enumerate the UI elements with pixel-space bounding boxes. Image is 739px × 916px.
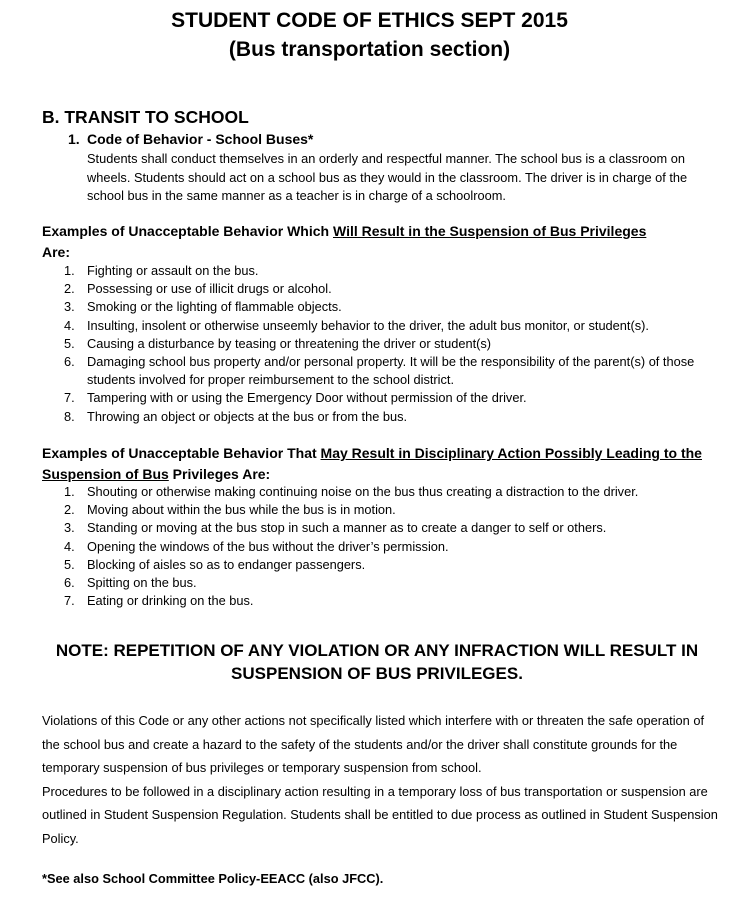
list-item-text: Causing a disturbance by teasing or threatening the driver or student(s) [87, 335, 492, 351]
list-item-number: 7. [64, 593, 75, 609]
code-of-behavior-body: Students shall conduct themselves in an orderly and respectful manner. The school bus is a classroom on wheels. Students should act on a school bus as they would in the classroom. The driver is in charge of the school bus in the same manner as a teacher is in charge of a schoolroom. [87, 151, 688, 203]
list-item-number: 3. [64, 299, 75, 315]
list-item-text: Spitting on the bus. [87, 575, 197, 591]
list-item [58, 574, 718, 592]
section-heading: B. TRANSIT TO SCHOOL [42, 107, 249, 127]
list-item [58, 353, 718, 389]
list-item [58, 592, 718, 610]
list-item-number: 6. [64, 354, 75, 370]
list-item-text: Opening the windows of the bus without the driver’s permission. [87, 538, 449, 554]
list-item-text: Insulting, insolent or otherwise unseemly behavior to the driver, the adult bus monitor, or student(s). [87, 317, 649, 333]
list-item [58, 538, 718, 556]
suspension-heading-underlined: Will Result in the Suspension of Bus Privileges [332, 223, 647, 239]
list-item-number: 1. [64, 263, 75, 278]
list-item-number: 6. [64, 575, 75, 591]
list-item [58, 519, 718, 537]
code-number: 1. [68, 131, 80, 147]
disciplinary-heading [42, 443, 714, 485]
list-item-number: 2. [64, 281, 75, 297]
paragraph-2: Procedures to be followed in a disciplinary action resulting in a temporary loss of bus transportation or suspension are outlined in Student Suspension Regulation. Students shall be entitled to due process as outlined in Student Suspension Policy. [42, 783, 718, 846]
list-item-number: 4. [64, 317, 75, 333]
disciplinary-list [58, 483, 718, 610]
suspension-heading [42, 221, 714, 263]
list-item-text: Smoking or the lighting of flammable objects. [87, 299, 342, 315]
list-item-text: Possessing or use of illicit drugs or alcohol. [87, 281, 332, 297]
list-item-number: 3. [64, 520, 75, 536]
disciplinary-heading-underlined: May Result in Disciplinary Action Possibly Leading to the Suspension of Bus [42, 445, 702, 482]
list-item-number: 5. [64, 335, 75, 351]
title-line-1: STUDENT CODE OF ETHICS SEPT 2015 [171, 9, 568, 32]
paragraph-1: Violations of this Code or any other actions not specifically listed which interfere with or threaten the safe operation of the school bus and create a hazard to the safety of the students and/or the driver shall constitute grounds for the temporary suspension of bus privileges or temporary suspension from school. [42, 713, 705, 776]
footer-note: *See also School Committee Policy-EEACC (also JFCC). [42, 871, 384, 886]
list-item-number: 1. [64, 484, 75, 499]
list-item [58, 317, 718, 335]
list-item-text: Fighting or assault on the bus. [87, 263, 259, 278]
list-item-text: Damaging school bus property and/or personal property. It will be the responsibility of the parent(s) of those students involved for proper reimbursement to the school district. [87, 354, 695, 388]
list-item-text: Standing or moving at the bus stop in such a manner as to create a danger to self or others. [87, 520, 607, 536]
list-item [58, 262, 718, 280]
list-item [58, 298, 718, 316]
title-line-2: (Bus transportation section) [228, 38, 511, 61]
list-item [58, 408, 718, 426]
list-item [58, 501, 718, 519]
code-of-behavior-heading [68, 131, 313, 147]
note-line-2: SUSPENSION OF BUS PRIVILEGES. [231, 664, 523, 683]
suspension-heading-suffix: Are: [42, 244, 71, 260]
list-item-number: 7. [64, 390, 75, 406]
suspension-list [58, 262, 718, 426]
list-item [58, 335, 718, 353]
suspension-heading-prefix: Examples of Unacceptable Behavior Which [42, 223, 333, 239]
list-item-text: Blocking of aisles so as to endanger passengers. [87, 556, 366, 572]
list-item-text: Moving about within the bus while the bus is in motion. [87, 502, 396, 518]
list-item-text: Tampering with or using the Emergency Door without permission of the driver. [87, 390, 527, 406]
list-item-number: 2. [64, 502, 75, 518]
list-item-text: Eating or drinking on the bus. [87, 593, 254, 609]
list-item-number: 5. [64, 556, 75, 572]
list-item [58, 280, 718, 298]
code-title: Code of Behavior - School Buses* [87, 131, 314, 147]
list-item-number: 4. [64, 538, 75, 554]
disciplinary-heading-suffix: Privileges Are: [168, 466, 271, 482]
violations-paragraph [42, 709, 722, 851]
list-item-text: Throwing an object or objects at the bus or from the bus. [87, 408, 408, 424]
disciplinary-heading-prefix: Examples of Unacceptable Behavior That [42, 445, 321, 461]
list-item [58, 556, 718, 574]
list-item-text: Shouting or otherwise making continuing noise on the bus thus creating a distraction to the driver. [87, 484, 639, 499]
list-item [58, 389, 718, 407]
list-item [58, 483, 718, 501]
note-banner [0, 639, 739, 685]
list-item-number: 8. [64, 408, 75, 424]
note-line-1: NOTE: REPETITION OF ANY VIOLATION OR ANY INFRACTION WILL RESULT IN [55, 641, 699, 660]
document-title [0, 6, 739, 64]
